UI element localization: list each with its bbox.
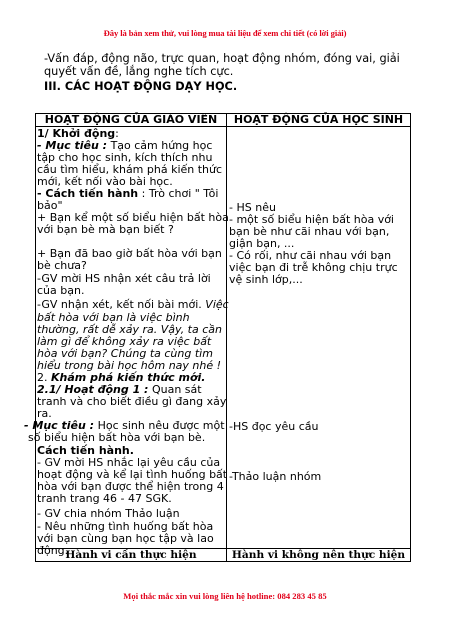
student-column-header: HOẠT ĐỘNG CỦA HỌC SINH xyxy=(227,114,411,127)
teacher-text-line: số biểu hiện bất hòa với bạn bè. xyxy=(28,431,206,444)
warmup-title: 1/ Khởi động: xyxy=(37,127,119,140)
teacher-text-line: - Nêu những tình huống bất hòa xyxy=(37,520,214,533)
explore-title: 2. Khám phá kiến thức mới. xyxy=(37,371,206,384)
student-text-line: bạn bè như cãi nhau với bạn, xyxy=(229,225,390,238)
activity-1-procedure: Cách tiến hành. xyxy=(37,444,134,457)
teacher-text-line: + Bạn đã bao giờ bất hòa với bạn xyxy=(37,247,222,260)
student-text-line: - Có rối, như cãi nhau với bạn xyxy=(229,249,392,262)
teacher-text-line: động. xyxy=(37,544,69,557)
warmup-procedure: - Cách tiến hành : Trò chơi " Tôi xyxy=(37,187,219,200)
teacher-text-line: tranh trang 46 - 47 SGK. xyxy=(37,492,172,505)
teacher-text-line: với bạn bè mà bạn biết ? xyxy=(37,223,174,236)
teacher-text-line: + Bạn kể một số biểu hiện bất hòa xyxy=(37,211,229,224)
teacher-text-line: cầu tìm hiểu, khám phá kiến thức xyxy=(37,163,223,176)
should-not-do-header: Hành vi không nên thực hiện xyxy=(227,549,411,562)
student-text-line: việc bạn đi trễ không chịu trực xyxy=(229,261,398,274)
activities-table xyxy=(24,113,411,562)
student-text-line: -HS đọc yêu cầu xyxy=(229,420,319,433)
table-footer-row xyxy=(36,549,411,562)
student-text-line: vệ sinh lớp,... xyxy=(229,273,303,286)
teacher-text-line: hòa với bạn? Chúng ta cùng tìm xyxy=(37,347,213,360)
student-text-line: - một số biểu hiện bất hòa với xyxy=(229,213,394,226)
teacher-text-line: bất hòa với bạn là việc bình xyxy=(37,311,190,324)
teacher-column-header: HOẠT ĐỘNG CỦA GIÁO VIÊN xyxy=(36,114,227,127)
hotline-footer: Mọi thắc mắc xin vui lòng liên hệ hotline: 084 283 45 85 xyxy=(123,591,327,601)
student-text-line: -Thảo luận nhóm xyxy=(229,470,322,483)
teacher-text-line: làm gì để không xảy ra việc bất xyxy=(37,335,212,348)
warmup-objective: - Mục tiêu : Tạo cảm hứng học xyxy=(37,139,213,152)
teacher-text-line: hiểu trong bài học hôm nay nhé ! xyxy=(37,359,222,372)
teacher-text-line: ra. xyxy=(37,407,52,420)
teacher-text-line: - GV chia nhóm Thảo luận xyxy=(37,507,180,520)
should-do-header: Hành vi cần thực hiện xyxy=(36,549,227,562)
teacher-text-line: mới, kết nối vào bài học. xyxy=(37,175,173,188)
method-line-2: quyết vấn đề, lắng nghe tích cực. xyxy=(44,65,234,78)
teacher-text-line: thường, rất dễ xảy ra. Vậy, ta cần xyxy=(37,323,222,336)
section-heading: III. CÁC HOẠT ĐỘNG DẠY HỌC. xyxy=(44,80,238,93)
method-line-1: -Vấn đáp, động não, trực quan, hoạt động nhóm, đóng vai, giải xyxy=(44,52,400,65)
teacher-text-line: -GV mời HS nhận xét câu trả lời xyxy=(37,272,211,285)
activity-1-objective: - Mục tiêu : Học sinh nêu được một xyxy=(24,419,225,432)
teacher-text-line: của bạn. xyxy=(37,284,85,297)
activity-1-title: 2.1/ Hoạt động 1 : Quan sát xyxy=(37,383,202,396)
teacher-text-line: hòa với bạn được thể hiện trong 4 xyxy=(37,480,224,493)
table-header-row xyxy=(36,114,411,127)
table-body-row xyxy=(36,127,411,549)
teacher-text-line: tập cho học sinh, kích thích nhu xyxy=(37,151,213,164)
preview-banner: Đây là bản xem thử, vui lòng mua tài liệu để xem chi tiết (có lời giải) xyxy=(103,28,347,38)
teacher-text-line: với bạn cùng bạn học tập và lao xyxy=(37,532,214,545)
teacher-text-line: - GV mời HS nhắc lại yêu cầu của xyxy=(37,456,221,469)
teacher-text-line: tranh và cho biết điều gì đang xảy xyxy=(37,395,227,408)
teacher-text-line: hoạt động và kể lại tình huống bất xyxy=(37,468,228,481)
teacher-text-line: bảo" xyxy=(37,199,63,212)
teacher-text-line: bè chưa? xyxy=(37,259,87,272)
teacher-text-line: -GV nhận xét, kết nối bài mới. Việc xyxy=(37,298,229,311)
student-activities-cell xyxy=(227,127,411,549)
student-text-line: giận bạn, ... xyxy=(229,237,295,250)
method-paragraph xyxy=(44,52,414,78)
student-text-line: - HS nêu xyxy=(229,201,276,214)
